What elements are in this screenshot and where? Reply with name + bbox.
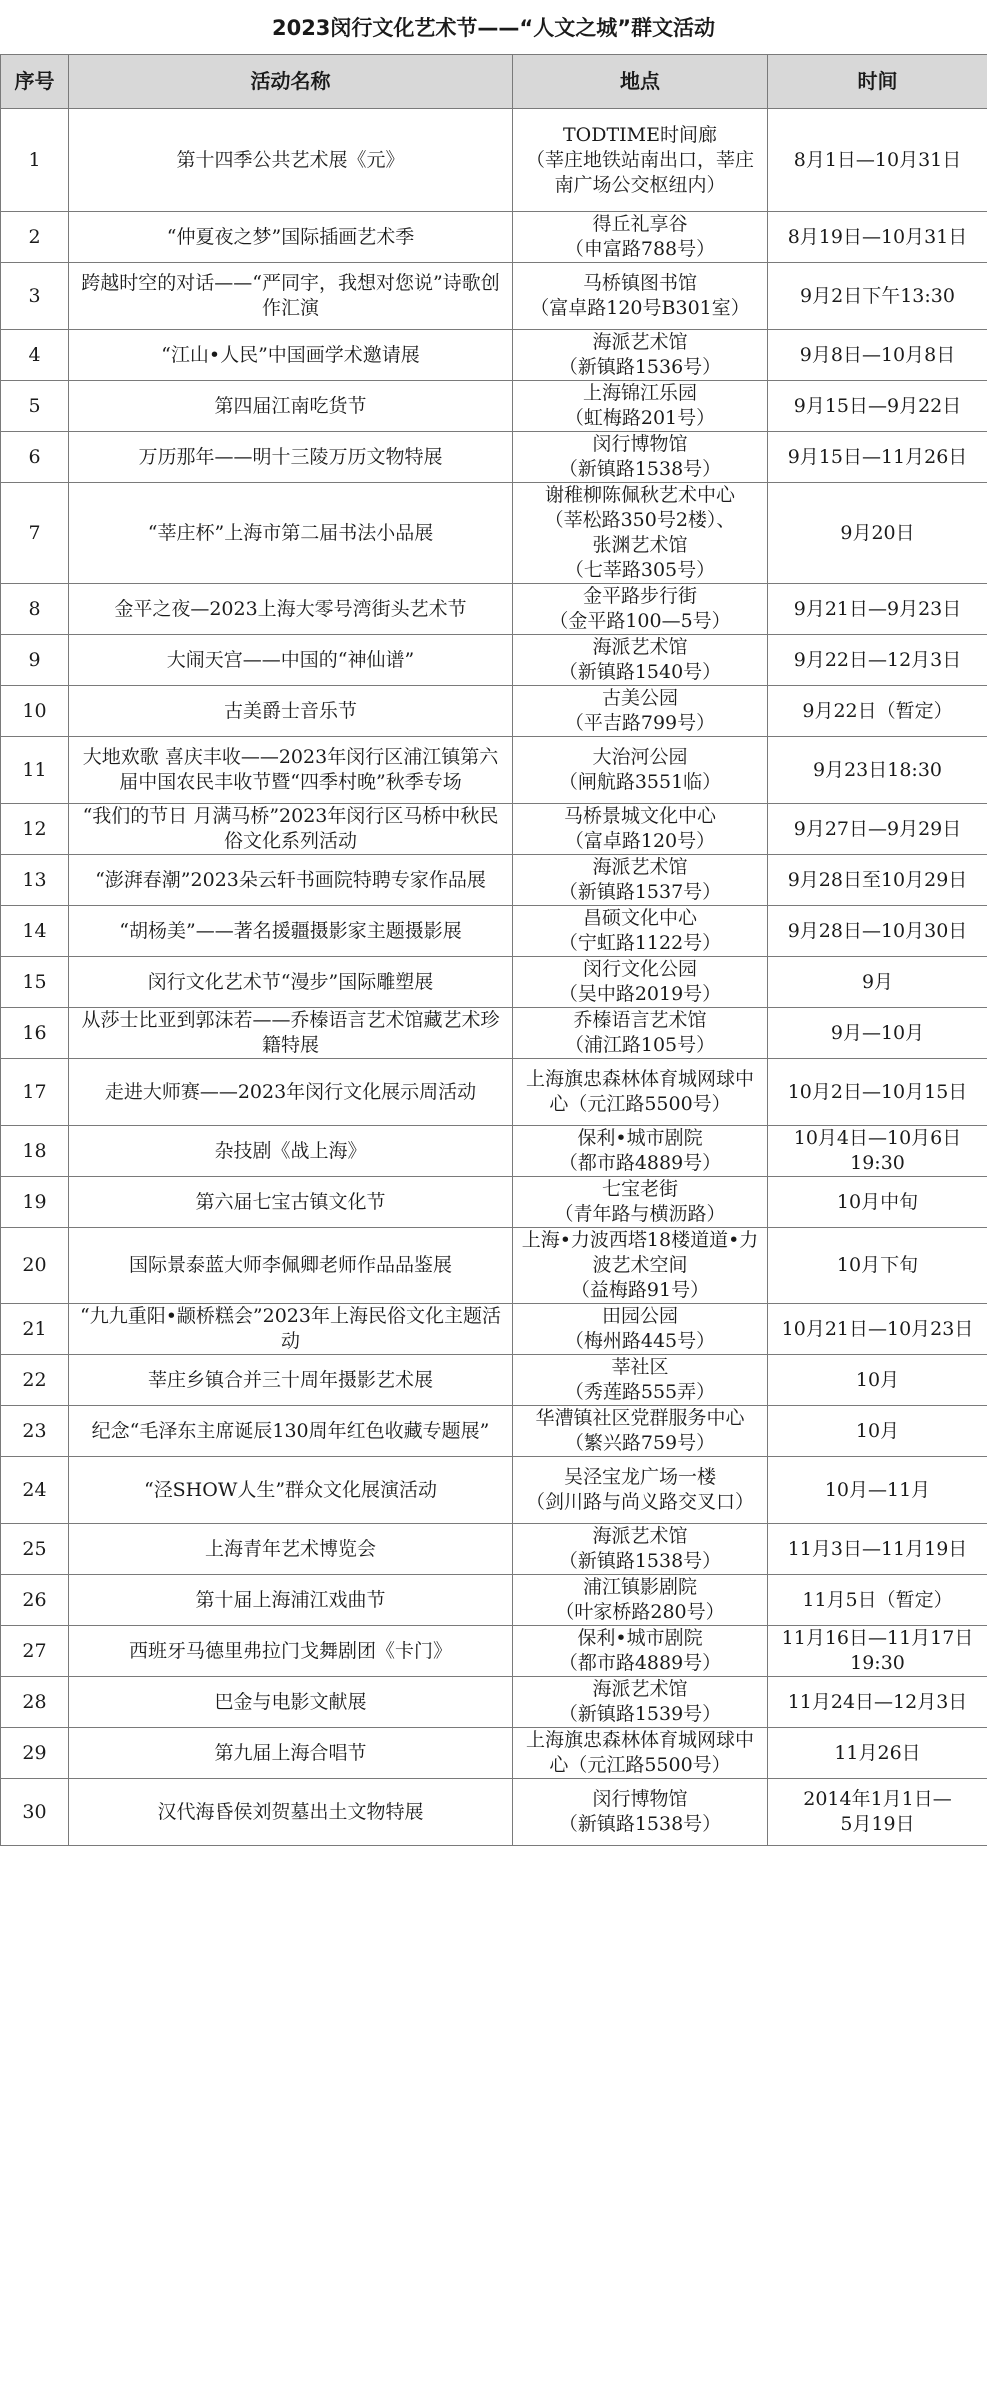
cell-number: 21 bbox=[1, 1304, 69, 1355]
cell-time: 9月21日—9月23日 bbox=[768, 584, 987, 635]
cell-time: 9月15日—11月26日 bbox=[768, 432, 987, 483]
table-row bbox=[1, 1575, 987, 1626]
table-row bbox=[1, 635, 987, 686]
cell-number: 4 bbox=[1, 330, 69, 381]
sheet-title: 2023闵行文化艺术节——“人文之城”群文活动 bbox=[0, 0, 987, 55]
cell-activity-name: “泾SHOW人生”群众文化展演活动 bbox=[69, 1457, 513, 1524]
cell-location: 闵行文化公园 （吴中路2019号） bbox=[513, 957, 768, 1008]
cell-location: 莘社区 （秀莲路555弄） bbox=[513, 1355, 768, 1406]
table-row bbox=[1, 957, 987, 1008]
cell-time: 10月 bbox=[768, 1355, 987, 1406]
cell-location: 田园公园 （梅州路445号） bbox=[513, 1304, 768, 1355]
cell-number: 2 bbox=[1, 212, 69, 263]
table-row bbox=[1, 1177, 987, 1228]
cell-location: 乔榛语言艺术馆 （浦江路105号） bbox=[513, 1008, 768, 1059]
cell-activity-name: 第十届上海浦江戏曲节 bbox=[69, 1575, 513, 1626]
header-row bbox=[1, 55, 987, 109]
cell-location: 闵行博物馆 （新镇路1538号） bbox=[513, 1779, 768, 1846]
table-row bbox=[1, 1304, 987, 1355]
cell-number: 24 bbox=[1, 1457, 69, 1524]
cell-location: 大治河公园 （闸航路3551临） bbox=[513, 737, 768, 804]
cell-location: 上海旗忠森林体育城网球中心（元江路5500号） bbox=[513, 1059, 768, 1126]
cell-location: 古美公园 （平吉路799号） bbox=[513, 686, 768, 737]
cell-time: 10月下旬 bbox=[768, 1228, 987, 1304]
cell-activity-name: 第四届江南吃货节 bbox=[69, 381, 513, 432]
cell-time: 8月1日—10月31日 bbox=[768, 109, 987, 212]
cell-number: 28 bbox=[1, 1677, 69, 1728]
cell-number: 1 bbox=[1, 109, 69, 212]
cell-activity-name: 莘庄乡镇合并三十周年摄影艺术展 bbox=[69, 1355, 513, 1406]
cell-activity-name: 大闹天宫——中国的“神仙谱” bbox=[69, 635, 513, 686]
cell-number: 8 bbox=[1, 584, 69, 635]
cell-location: 七宝老街 （青年路与横沥路） bbox=[513, 1177, 768, 1228]
table-row bbox=[1, 1406, 987, 1457]
cell-activity-name: “澎湃春潮”2023朵云轩书画院特聘专家作品展 bbox=[69, 855, 513, 906]
table-row bbox=[1, 1728, 987, 1779]
cell-number: 7 bbox=[1, 483, 69, 584]
cell-location: 金平路步行街 （金平路100—5号） bbox=[513, 584, 768, 635]
cell-activity-name: 万历那年——明十三陵万历文物特展 bbox=[69, 432, 513, 483]
cell-time: 10月21日—10月23日 bbox=[768, 1304, 987, 1355]
cell-number: 15 bbox=[1, 957, 69, 1008]
cell-time: 11月16日—11月17日 19:30 bbox=[768, 1626, 987, 1677]
cell-activity-name: 跨越时空的对话——“严同宇，我想对您说”诗歌创作汇演 bbox=[69, 263, 513, 330]
table-row bbox=[1, 1228, 987, 1304]
table-row bbox=[1, 1457, 987, 1524]
cell-time: 10月 bbox=[768, 1406, 987, 1457]
cell-number: 6 bbox=[1, 432, 69, 483]
cell-location: 得丘礼享谷 （申富路788号） bbox=[513, 212, 768, 263]
cell-activity-name: “莘庄杯”上海市第二届书法小品展 bbox=[69, 483, 513, 584]
cell-location: 上海•力波西塔18楼道道•力波艺术空间 （益梅路91号） bbox=[513, 1228, 768, 1304]
cell-activity-name: 国际景泰蓝大师李佩卿老师作品品鉴展 bbox=[69, 1228, 513, 1304]
cell-number: 30 bbox=[1, 1779, 69, 1846]
cell-time: 9月28日—10月30日 bbox=[768, 906, 987, 957]
table-row bbox=[1, 212, 987, 263]
cell-time: 9月 bbox=[768, 957, 987, 1008]
cell-activity-name: 汉代海昏侯刘贺墓出土文物特展 bbox=[69, 1779, 513, 1846]
cell-location: 闵行博物馆 （新镇路1538号） bbox=[513, 432, 768, 483]
cell-activity-name: 杂技剧《战上海》 bbox=[69, 1126, 513, 1177]
cell-number: 14 bbox=[1, 906, 69, 957]
cell-location: 海派艺术馆 （新镇路1536号） bbox=[513, 330, 768, 381]
header-number: 序号 bbox=[1, 55, 69, 109]
header-time: 时间 bbox=[768, 55, 987, 109]
cell-time: 10月2日—10月15日 bbox=[768, 1059, 987, 1126]
cell-activity-name: 闵行文化艺术节“漫步”国际雕塑展 bbox=[69, 957, 513, 1008]
table-row bbox=[1, 584, 987, 635]
cell-location: 保利•城市剧院 （都市路4889号） bbox=[513, 1126, 768, 1177]
cell-activity-name: “仲夏夜之梦”国际插画艺术季 bbox=[69, 212, 513, 263]
table-row bbox=[1, 432, 987, 483]
cell-activity-name: 纪念“毛泽东主席诞辰130周年红色收藏专题展” bbox=[69, 1406, 513, 1457]
table-row bbox=[1, 1677, 987, 1728]
cell-number: 18 bbox=[1, 1126, 69, 1177]
cell-time: 10月—11月 bbox=[768, 1457, 987, 1524]
cell-activity-name: 巴金与电影文献展 bbox=[69, 1677, 513, 1728]
table-row bbox=[1, 1355, 987, 1406]
cell-time: 9月22日（暂定） bbox=[768, 686, 987, 737]
cell-number: 13 bbox=[1, 855, 69, 906]
cell-activity-name: 第九届上海合唱节 bbox=[69, 1728, 513, 1779]
cell-time: 9月22日—12月3日 bbox=[768, 635, 987, 686]
table-row bbox=[1, 1126, 987, 1177]
cell-number: 20 bbox=[1, 1228, 69, 1304]
table-row bbox=[1, 1779, 987, 1846]
cell-number: 10 bbox=[1, 686, 69, 737]
cell-time: 10月4日—10月6日 19:30 bbox=[768, 1126, 987, 1177]
table-row bbox=[1, 381, 987, 432]
cell-time: 11月3日—11月19日 bbox=[768, 1524, 987, 1575]
cell-location: 海派艺术馆 （新镇路1540号） bbox=[513, 635, 768, 686]
cell-number: 27 bbox=[1, 1626, 69, 1677]
cell-time: 9月23日18:30 bbox=[768, 737, 987, 804]
cell-time: 9月8日—10月8日 bbox=[768, 330, 987, 381]
table-row bbox=[1, 330, 987, 381]
table-row bbox=[1, 686, 987, 737]
cell-location: 浦江镇影剧院 （叶家桥路280号） bbox=[513, 1575, 768, 1626]
table-row bbox=[1, 1008, 987, 1059]
cell-location: 昌硕文化中心 （宁虹路1122号） bbox=[513, 906, 768, 957]
cell-number: 19 bbox=[1, 1177, 69, 1228]
table-row bbox=[1, 804, 987, 855]
cell-location: 上海旗忠森林体育城网球中心（元江路5500号） bbox=[513, 1728, 768, 1779]
cell-time: 11月26日 bbox=[768, 1728, 987, 1779]
cell-number: 11 bbox=[1, 737, 69, 804]
cell-location: TODTIME时间廊 （莘庄地铁站南出口，莘庄南广场公交枢纽内） bbox=[513, 109, 768, 212]
cell-activity-name: 第十四季公共艺术展《元》 bbox=[69, 109, 513, 212]
table-row bbox=[1, 737, 987, 804]
cell-number: 5 bbox=[1, 381, 69, 432]
cell-number: 25 bbox=[1, 1524, 69, 1575]
cell-activity-name: 大地欢歌 喜庆丰收——2023年闵行区浦江镇第六届中国农民丰收节暨“四季村晚”秋季专场 bbox=[69, 737, 513, 804]
cell-time: 9月15日—9月22日 bbox=[768, 381, 987, 432]
cell-time: 2014年1月1日— 5月19日 bbox=[768, 1779, 987, 1846]
cell-activity-name: “我们的节日 月满马桥”2023年闵行区马桥中秋民俗文化系列活动 bbox=[69, 804, 513, 855]
cell-location: 华漕镇社区党群服务中心 （繁兴路759号） bbox=[513, 1406, 768, 1457]
table-row bbox=[1, 1524, 987, 1575]
cell-time: 9月2日下午13:30 bbox=[768, 263, 987, 330]
table-row bbox=[1, 263, 987, 330]
cell-location: 上海锦江乐园 （虹梅路201号） bbox=[513, 381, 768, 432]
cell-location: 保利•城市剧院 （都市路4889号） bbox=[513, 1626, 768, 1677]
cell-activity-name: 走进大师赛——2023年闵行文化展示周活动 bbox=[69, 1059, 513, 1126]
cell-time: 9月27日—9月29日 bbox=[768, 804, 987, 855]
cell-activity-name: 第六届七宝古镇文化节 bbox=[69, 1177, 513, 1228]
header-location: 地点 bbox=[513, 55, 768, 109]
cell-number: 23 bbox=[1, 1406, 69, 1457]
cell-time: 8月19日—10月31日 bbox=[768, 212, 987, 263]
cell-location: 马桥镇图书馆 （富卓路120号B301室） bbox=[513, 263, 768, 330]
table-row bbox=[1, 109, 987, 212]
cell-location: 海派艺术馆 （新镇路1539号） bbox=[513, 1677, 768, 1728]
cell-activity-name: “胡杨美”——著名援疆摄影家主题摄影展 bbox=[69, 906, 513, 957]
cell-time: 9月20日 bbox=[768, 483, 987, 584]
cell-time: 10月中旬 bbox=[768, 1177, 987, 1228]
cell-time: 9月—10月 bbox=[768, 1008, 987, 1059]
cell-location: 吴泾宝龙广场一楼 （剑川路与尚义路交叉口） bbox=[513, 1457, 768, 1524]
cell-activity-name: “九九重阳•颛桥糕会”2023年上海民俗文化主题活动 bbox=[69, 1304, 513, 1355]
cell-number: 3 bbox=[1, 263, 69, 330]
cell-location: 马桥景城文化中心 （富卓路120号） bbox=[513, 804, 768, 855]
cell-activity-name: 古美爵士音乐节 bbox=[69, 686, 513, 737]
cell-number: 17 bbox=[1, 1059, 69, 1126]
table-row bbox=[1, 906, 987, 957]
cell-activity-name: 金平之夜—2023上海大零号湾街头艺术节 bbox=[69, 584, 513, 635]
cell-location: 谢稚柳陈佩秋艺术中心 （莘松路350号2楼）、 张渊艺术馆 （七莘路305号） bbox=[513, 483, 768, 584]
cell-number: 29 bbox=[1, 1728, 69, 1779]
cell-activity-name: “江山•人民”中国画学术邀请展 bbox=[69, 330, 513, 381]
cell-activity-name: 从莎士比亚到郭沫若——乔榛语言艺术馆藏艺术珍籍特展 bbox=[69, 1008, 513, 1059]
cell-activity-name: 上海青年艺术博览会 bbox=[69, 1524, 513, 1575]
cell-number: 16 bbox=[1, 1008, 69, 1059]
activity-table bbox=[0, 54, 987, 1846]
header-activity-name: 活动名称 bbox=[69, 55, 513, 109]
cell-number: 9 bbox=[1, 635, 69, 686]
cell-time: 11月5日（暂定） bbox=[768, 1575, 987, 1626]
table-row bbox=[1, 483, 987, 584]
cell-location: 海派艺术馆 （新镇路1537号） bbox=[513, 855, 768, 906]
table-row bbox=[1, 855, 987, 906]
cell-number: 22 bbox=[1, 1355, 69, 1406]
cell-activity-name: 西班牙马德里弗拉门戈舞剧团《卡门》 bbox=[69, 1626, 513, 1677]
cell-time: 9月28日至10月29日 bbox=[768, 855, 987, 906]
table-row bbox=[1, 1626, 987, 1677]
cell-time: 11月24日—12月3日 bbox=[768, 1677, 987, 1728]
cell-number: 12 bbox=[1, 804, 69, 855]
cell-number: 26 bbox=[1, 1575, 69, 1626]
cell-location: 海派艺术馆 （新镇路1538号） bbox=[513, 1524, 768, 1575]
table-row bbox=[1, 1059, 987, 1126]
